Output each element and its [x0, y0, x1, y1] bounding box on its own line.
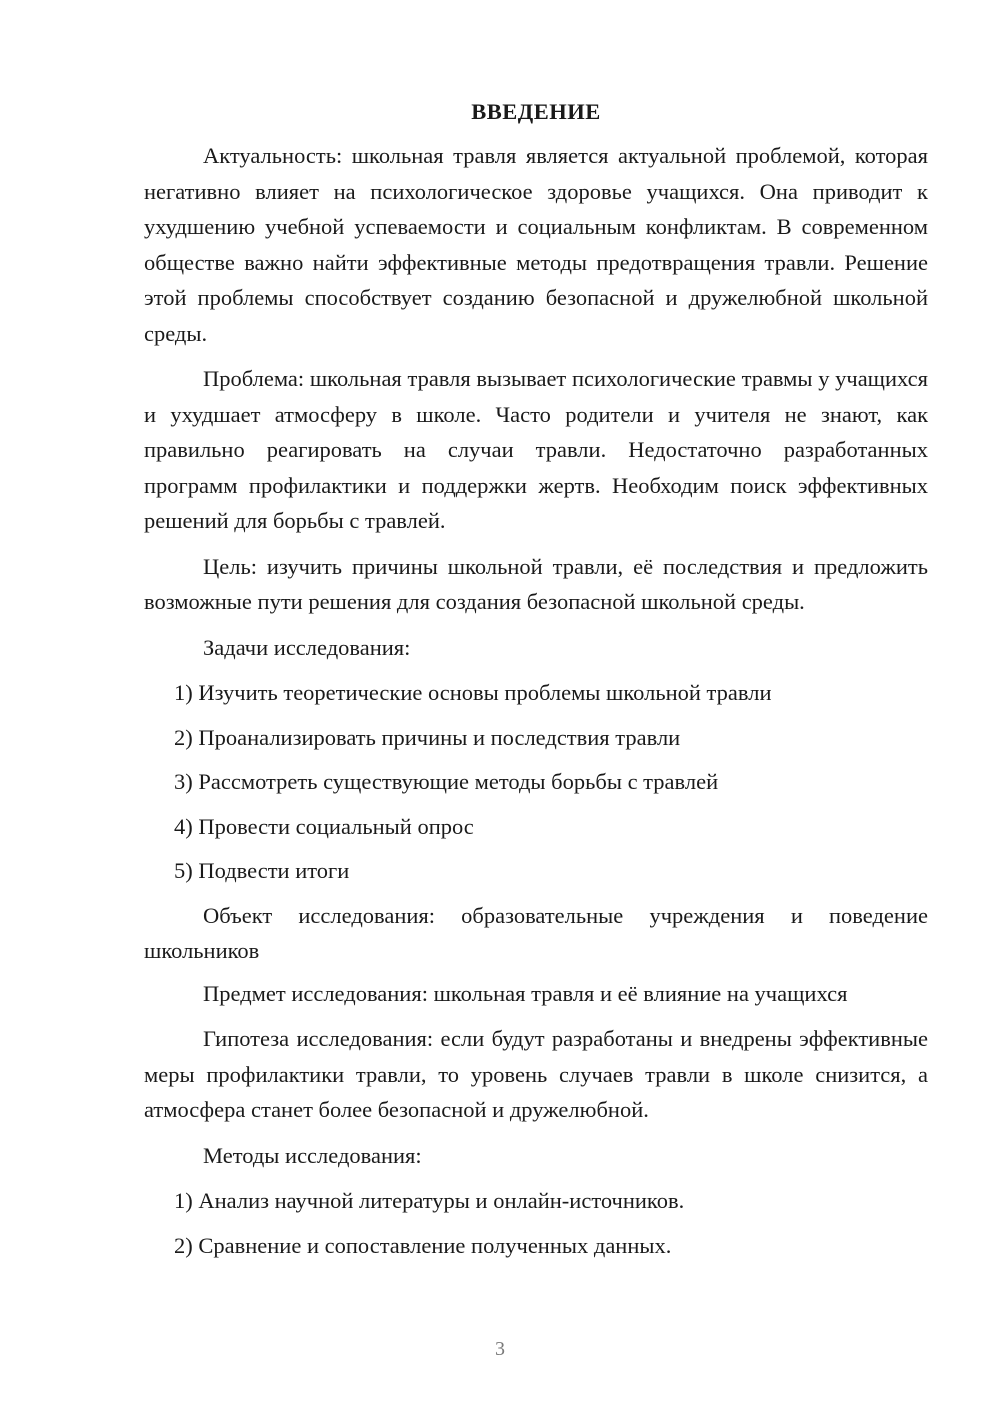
- object-paragraph: Объект исследования: образовательные учреждения и поведение школьников: [144, 902, 928, 963]
- method-item: 2) Сравнение и сопоставление полученных данных.: [174, 1232, 672, 1258]
- task-item: 2) Проанализировать причины и последствия травли: [174, 724, 681, 750]
- page-title: ВВЕДЕНИЕ: [471, 99, 601, 124]
- relevance-paragraph: Актуальность: школьная травля является актуальной проблемой, которая негативно влияет на психологическое здоровье учащихся. Она приводит к ухудшению учебной успеваемости и социальным конфликтам. В современном обществе важно найти эффективные методы предотвращения травли. Решение этой проблемы способствует созданию безопасной и дружелюбной школьной среды.: [144, 143, 928, 346]
- problem-paragraph: Проблема: школьная травля вызывает психологические травмы у учащихся и ухудшает атмосферу в школе. Часто родители и учителя не знают, как правильно реагировать на случаи травли. Недостаточно разработанных программ профилактики и поддержки жертв. Необходим поиск эффективных решений для борьбы с травлей.: [144, 366, 928, 533]
- page-number: 3: [495, 1338, 505, 1360]
- task-item: 5) Подвести итоги: [174, 858, 350, 883]
- goal-paragraph: Цель: изучить причины школьной травли, её последствия и предложить возможные пути решения для создания безопасной школьной среды.: [144, 553, 928, 614]
- method-item: 1) Анализ научной литературы и онлайн-источников.: [174, 1188, 685, 1213]
- task-item: 1) Изучить теоретические основы проблемы школьной травли: [174, 680, 772, 705]
- task-item: 4) Провести социальный опрос: [174, 813, 474, 839]
- subject-paragraph: Предмет исследования: школьная травля и её влияние на учащихся: [203, 980, 848, 1006]
- hypothesis-paragraph: Гипотеза исследования: если будут разработаны и внедрены эффективные меры профилактики травли, то уровень случаев травли в школе снизится, а атмосфера станет более безопасной и дружелюбной.: [144, 1026, 928, 1122]
- methods-heading: Методы исследования:: [203, 1142, 422, 1168]
- tasks-heading: Задачи исследования:: [203, 634, 411, 660]
- task-item: 3) Рассмотреть существующие методы борьбы с травлей: [174, 769, 719, 794]
